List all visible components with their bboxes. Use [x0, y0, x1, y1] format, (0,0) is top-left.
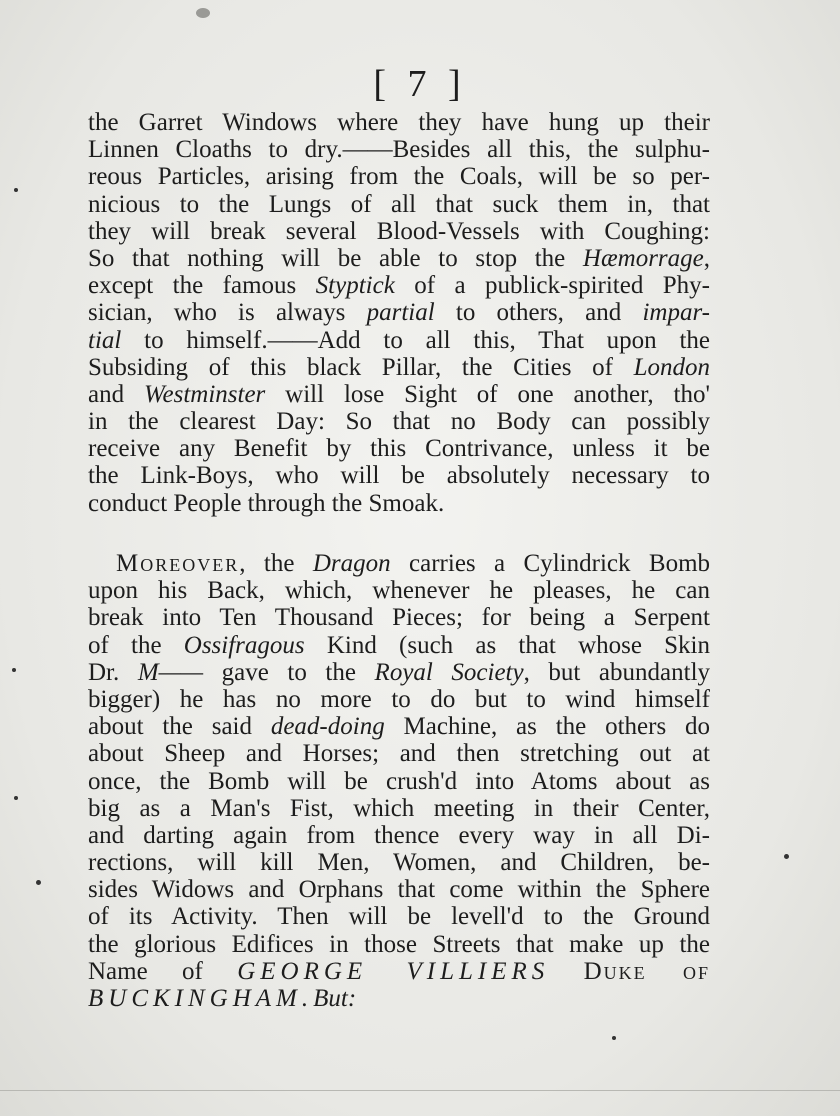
text-line: Linnen Cloaths to dry.——Besides all this, the sulphu-	[88, 136, 710, 164]
text-line: and darting again from thence every way in all Di-	[88, 821, 710, 849]
text-line: they will break several Blood-Vessels with Coughing:	[88, 217, 710, 245]
text-line: in the clearest Day: So that no Body can possibly	[88, 408, 710, 436]
text-line: except the famous Styptick of a publick-spirited Phy-	[88, 272, 710, 300]
text-line: sides Widows and Orphans that come within the Sphere	[88, 876, 710, 904]
text-line: of the Ossifragous Kind (such as that whose Skin	[88, 631, 710, 659]
text-line: Dr. M—— gave to the Royal Society, but abundantly	[88, 658, 711, 686]
text-line: rections, will kill Men, Women, and Children, be-	[88, 849, 710, 877]
text-line: the Link-Boys, who will be absolutely necessary to	[88, 462, 710, 490]
ink-speck	[36, 880, 41, 885]
text-line: Subsiding of this black Pillar, the Cities of London	[88, 353, 710, 381]
text-line: upon his Back, which, whenever he pleases, he can	[88, 577, 710, 605]
ink-blemish	[196, 8, 210, 18]
text-line: Moreover, the Dragon carries a Cylindrick Bomb	[116, 550, 711, 577]
ink-speck	[612, 1036, 616, 1040]
text-line: big as a Man's Fist, which meeting in their Center,	[88, 794, 710, 822]
ink-speck	[14, 188, 18, 192]
text-line: of its Activity. Then will be levell'd to the Ground	[88, 903, 710, 931]
text-line: receive any Benefit by this Contrivance, unless it be	[88, 435, 710, 463]
text-line: nicious to the Lungs of all that suck them in, that	[88, 190, 710, 218]
text-line: conduct People through the Smoak.	[88, 489, 445, 517]
text-line: break into Ten Thousand Pieces; for being a Serpent	[88, 604, 710, 632]
paragraph-2	[88, 550, 710, 1012]
text-line: about the said dead-doing Machine, as the others do	[88, 713, 710, 741]
catchword: But:	[313, 985, 357, 1012]
ink-speck	[784, 854, 789, 859]
text-line: BUCKINGHAM.But:	[88, 985, 357, 1012]
page-bottom-edge	[0, 1090, 840, 1091]
text-line: the Garret Windows where they have hung up their	[88, 109, 710, 136]
text-line: the glorious Edifices in those Streets that make up the	[88, 930, 710, 958]
text-line: tial to himself.——Add to all this, That upon the	[88, 326, 710, 354]
text-line: Name of GEORGE VILLIERS Duke of	[88, 957, 710, 985]
page-number: [ 7 ]	[373, 63, 467, 105]
text-line: about Sheep and Horses; and then stretching out at	[88, 740, 710, 768]
text-line: sician, who is always partial to others, and impar-	[88, 299, 710, 327]
paragraph-1	[88, 109, 710, 517]
text-line: once, the Bomb will be crush'd into Atoms about as	[88, 767, 710, 795]
text-line: reous Particles, arising from the Coals, will be so per-	[88, 163, 710, 191]
text-line: and Westminster will lose Sight of one another, tho'	[88, 380, 710, 408]
text-line: bigger) he has no more to do but to wind himself	[88, 685, 710, 713]
ink-speck	[14, 796, 18, 800]
ink-speck	[12, 668, 16, 672]
text-line: So that nothing will be able to stop the Hæmorrage,	[88, 244, 710, 272]
